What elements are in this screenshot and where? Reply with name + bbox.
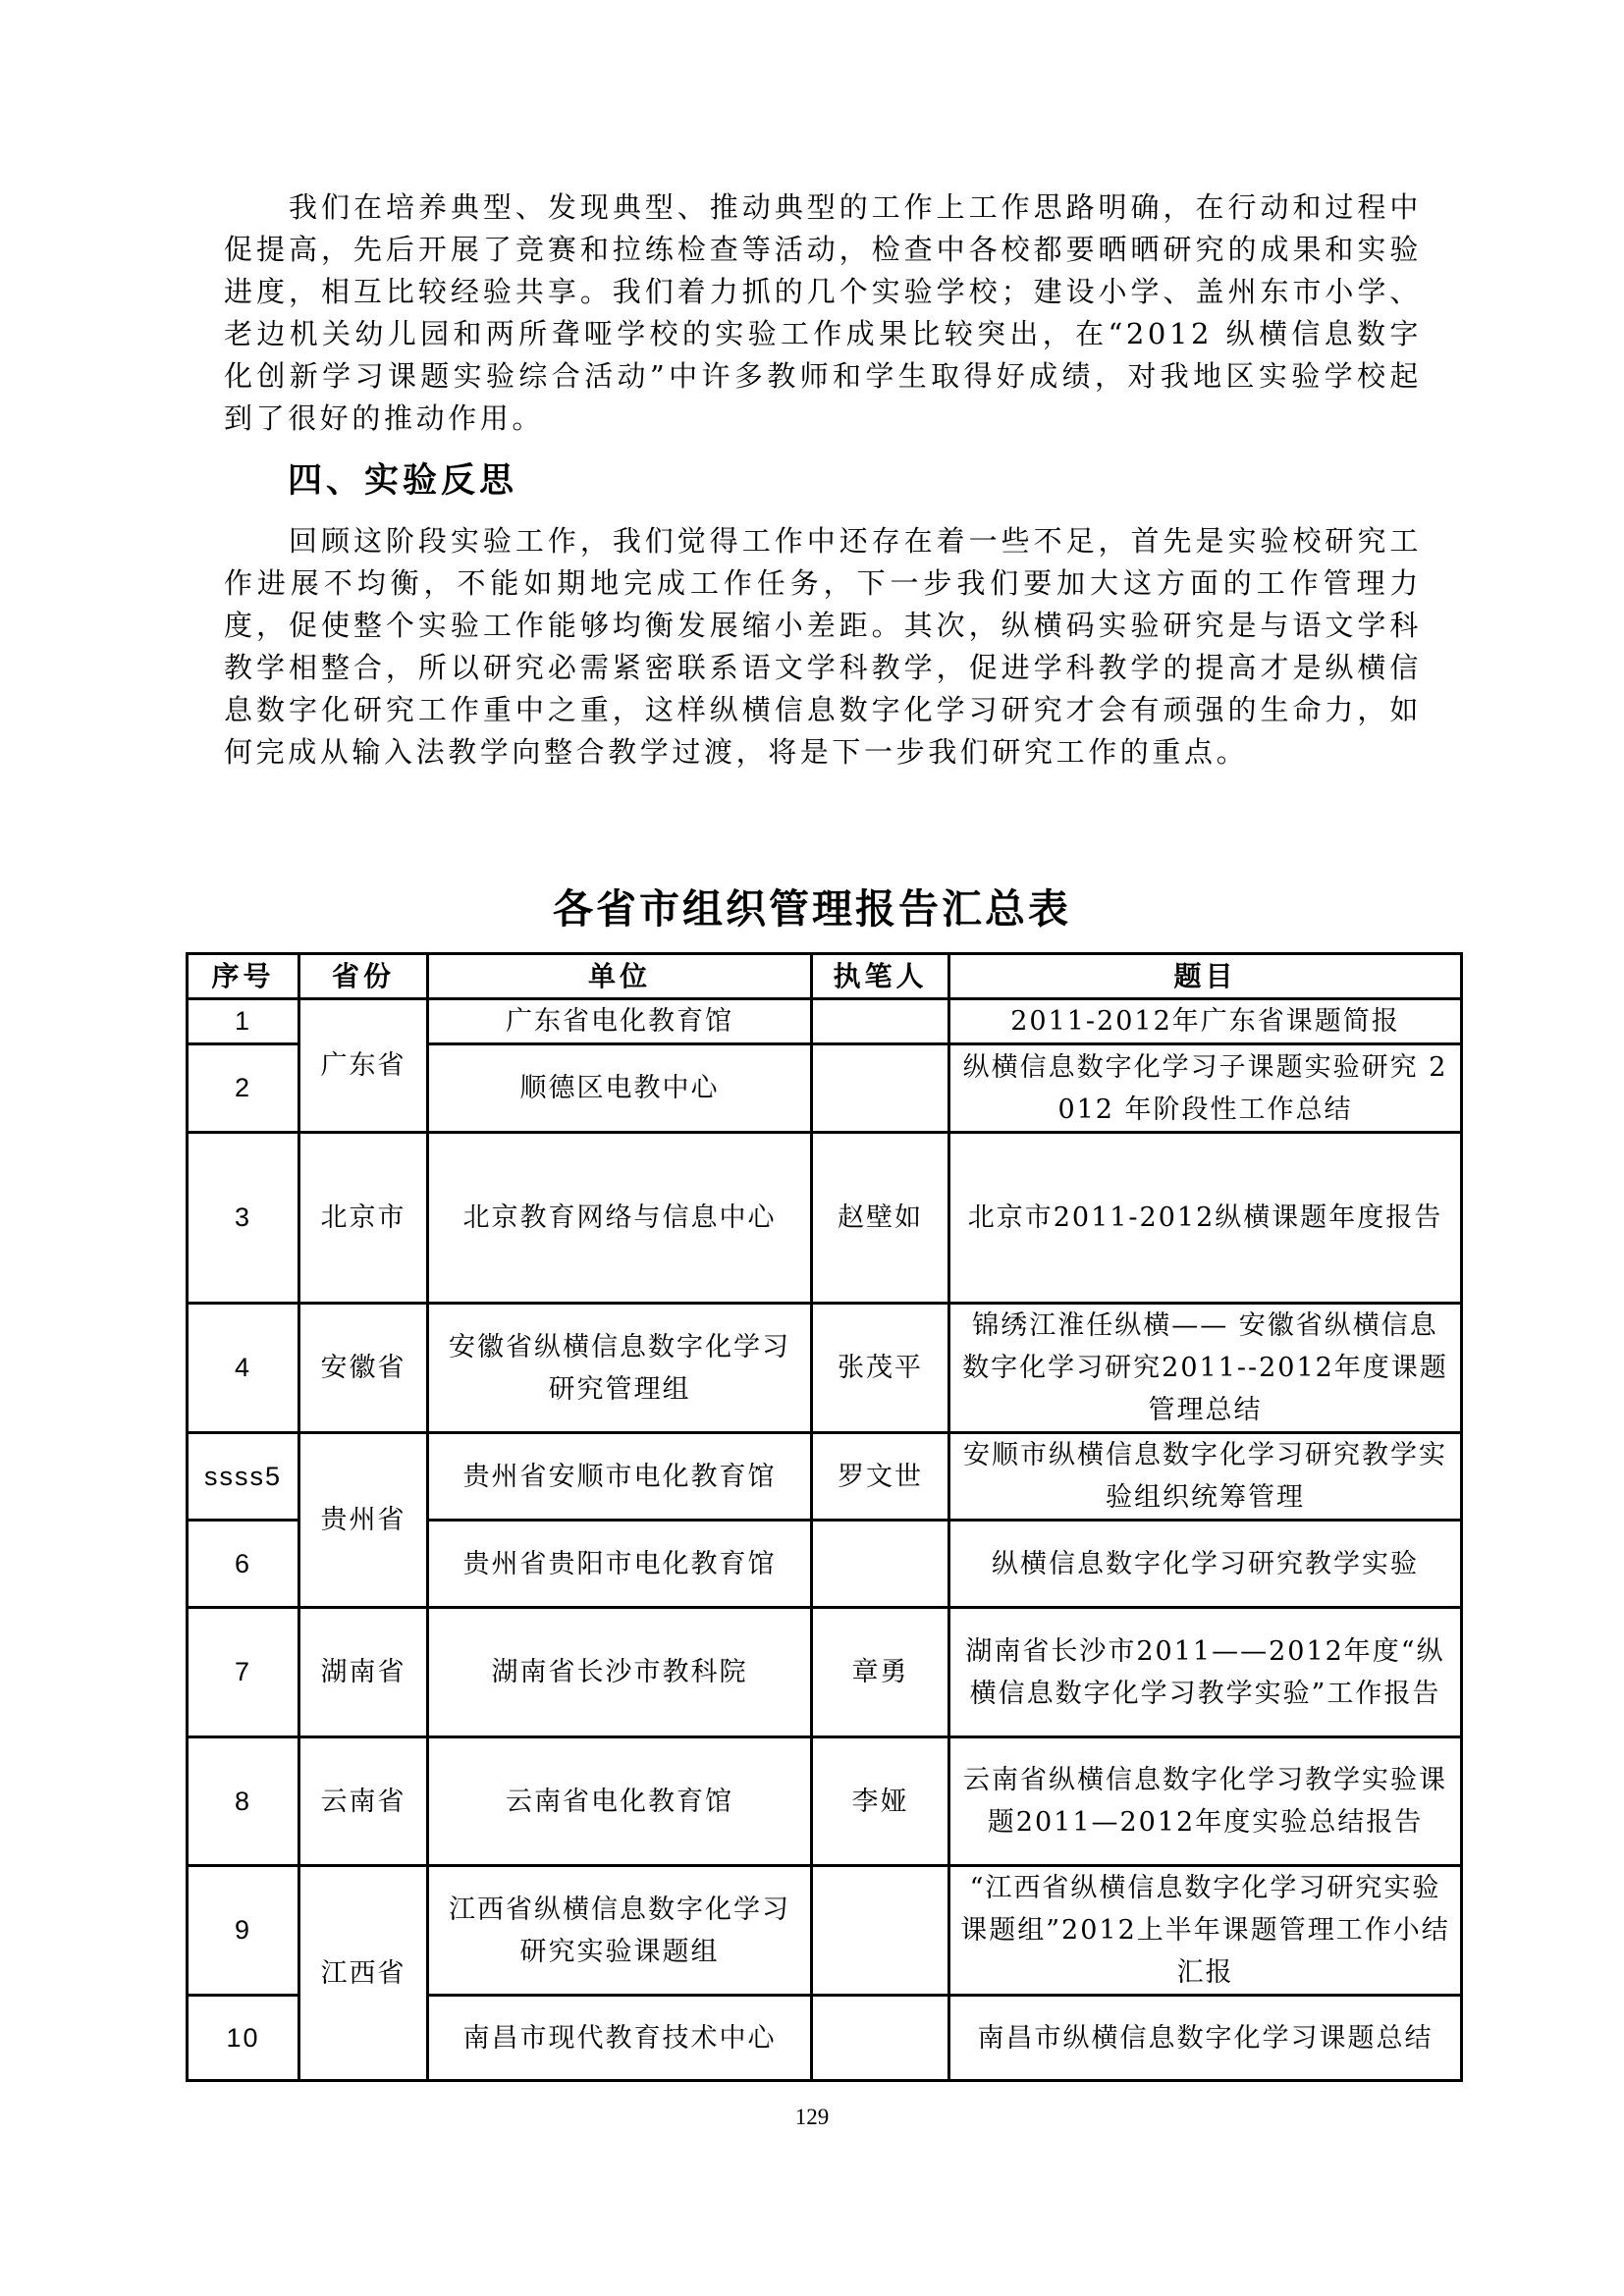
writer-cell: 章勇 xyxy=(812,1608,949,1737)
topic-cell: 湖南省长沙市2011——2012年度“纵横信息数字化学习教学实验”工作报告 xyxy=(949,1608,1462,1737)
topic-cell: 2011-2012年广东省课题简报 xyxy=(949,999,1462,1044)
row-number: 4 xyxy=(188,1304,299,1433)
topic-cell: 云南省纵横信息数字化学习教学实验课题2011—2012年度实验总结报告 xyxy=(949,1737,1462,1866)
topic-cell: 纵横信息数字化学习研究教学实验 xyxy=(949,1521,1462,1608)
table-row xyxy=(188,1737,1462,1866)
summary-table xyxy=(186,952,1463,2082)
writer-cell: 罗文世 xyxy=(812,1433,949,1521)
table-row xyxy=(188,1608,1462,1737)
row-number: 6 xyxy=(188,1521,299,1608)
row-number: 9 xyxy=(188,1866,299,1996)
topic-cell: 安顺市纵横信息数字化学习研究教学实验组织统筹管理 xyxy=(949,1433,1462,1521)
unit-cell: 北京教育网络与信息中心 xyxy=(428,1133,812,1304)
page-number: 129 xyxy=(794,2105,830,2129)
writer-cell: 张茂平 xyxy=(812,1304,949,1433)
province-cell: 广东省 xyxy=(299,999,428,1133)
unit-cell: 云南省电化教育馆 xyxy=(428,1737,812,1866)
row-number: 1 xyxy=(188,999,299,1044)
section-heading: 四、实验反思 xyxy=(288,460,518,501)
province-cell: 湖南省 xyxy=(299,1608,428,1737)
header-province: 省份 xyxy=(299,954,428,999)
row-number: ssss5 xyxy=(188,1433,299,1521)
row-number: 3 xyxy=(188,1133,299,1304)
header-topic: 题目 xyxy=(949,954,1462,999)
topic-cell: 锦绣江淮任纵横—— 安徽省纵横信息数字化学习研究2011--2012年度课题管理总结 xyxy=(949,1304,1462,1433)
unit-cell: 南昌市现代教育技术中心 xyxy=(428,1996,812,2081)
table-title: 各省市组织管理报告汇总表 xyxy=(553,885,1071,933)
unit-cell: 广东省电化教育馆 xyxy=(428,999,812,1044)
unit-cell: 贵州省安顺市电化教育馆 xyxy=(428,1433,812,1521)
body-paragraph-1: 我们在培养典型、发现典型、推动典型的工作上工作思路明确，在行动和过程中促提高，先后开展了竞赛和拉练检查等活动，检查中各校都要晒晒研究的成果和实验进度，相互比较经验共享。我们着力抓的几个实验学校；建设小学、盖州东市小学、老边机关幼儿园和两所聋哑学校的实验工作成果比较突出，在“2012 纵横信息数字化创新学习课题实验综合活动”中许多教师和学生取得好成绩，对我地区实验学校起到了很好的推动作用。 xyxy=(224,190,1422,435)
writer-cell xyxy=(812,1866,949,1996)
topic-cell: 纵横信息数字化学习子课题实验研究 2012 年阶段性工作总结 xyxy=(949,1044,1462,1133)
writer-cell xyxy=(812,1996,949,2081)
unit-cell: 安徽省纵横信息数字化学习研究管理组 xyxy=(428,1304,812,1433)
table-header-row xyxy=(188,954,1462,999)
row-number: 8 xyxy=(188,1737,299,1866)
row-number: 7 xyxy=(188,1608,299,1737)
province-cell: 江西省 xyxy=(299,1866,428,2081)
row-number: 2 xyxy=(188,1044,299,1133)
table-row xyxy=(188,1433,1462,1521)
table-row xyxy=(188,999,1462,1044)
topic-cell: 南昌市纵横信息数字化学习课题总结 xyxy=(949,1996,1462,2081)
header-writer: 执笔人 xyxy=(812,954,949,999)
unit-cell: 贵州省贵阳市电化教育馆 xyxy=(428,1521,812,1608)
province-cell: 北京市 xyxy=(299,1133,428,1304)
writer-cell: 赵壁如 xyxy=(812,1133,949,1304)
row-number: 10 xyxy=(188,1996,299,2081)
province-cell: 云南省 xyxy=(299,1737,428,1866)
province-cell: 贵州省 xyxy=(299,1433,428,1608)
topic-cell: “江西省纵横信息数字化学习研究实验课题组”2012上半年课题管理工作小结汇报 xyxy=(949,1866,1462,1996)
topic-cell: 北京市2011-2012纵横课题年度报告 xyxy=(949,1133,1462,1304)
table-row xyxy=(188,1866,1462,1996)
province-cell: 安徽省 xyxy=(299,1304,428,1433)
writer-cell xyxy=(812,1521,949,1608)
header-no: 序号 xyxy=(188,954,299,999)
table-row xyxy=(188,1133,1462,1304)
header-unit: 单位 xyxy=(428,954,812,999)
writer-cell xyxy=(812,999,949,1044)
unit-cell: 湖南省长沙市教科院 xyxy=(428,1608,812,1737)
table-row xyxy=(188,1304,1462,1433)
writer-cell xyxy=(812,1044,949,1133)
unit-cell: 顺德区电教中心 xyxy=(428,1044,812,1133)
body-paragraph-2: 回顾这阶段实验工作，我们觉得工作中还存在着一些不足，首先是实验校研究工作进展不均衡，不能如期地完成工作任务，下一步我们要加大这方面的工作管理力度，促使整个实验工作能够均衡发展缩小差距。其次，纵横码实验研究是与语文学科教学相整合，所以研究必需紧密联系语文学科教学，促进学科教学的提高才是纵横信息数字化研究工作重中之重，这样纵横信息数字化学习研究才会有顽强的生命力，如何完成从输入法教学向整合教学过渡，将是下一步我们研究工作的重点。 xyxy=(224,524,1422,769)
writer-cell: 李娅 xyxy=(812,1737,949,1866)
unit-cell: 江西省纵横信息数字化学习研究实验课题组 xyxy=(428,1866,812,1996)
